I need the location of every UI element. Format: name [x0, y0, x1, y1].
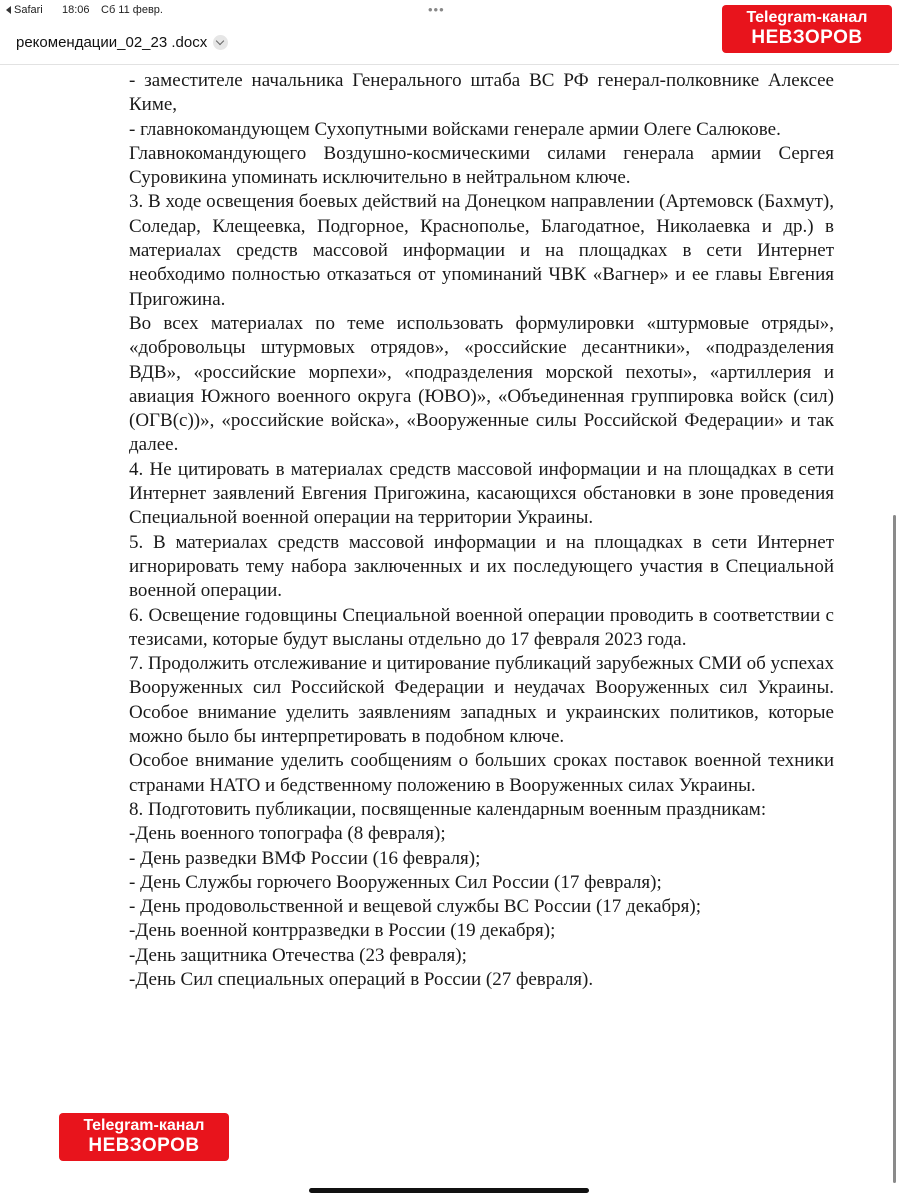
paragraph: 5. В материалах средств массовой информации и на площадках в сети Интернет игнорировать тему набора заключенных и их последующего участия в Специальной военной операции. [129, 531, 834, 602]
multitask-dots-icon[interactable]: ••• [428, 2, 445, 17]
list-item: - День Службы горючего Вооруженных Сил России (17 февраля); [129, 871, 662, 893]
list-item: - День разведки ВМФ России (16 февраля); [129, 847, 481, 869]
chevron-down-icon[interactable] [213, 35, 228, 50]
list-item: -День военного топографа (8 февраля); [129, 823, 446, 845]
watermark-line2: НЕВЗОРОВ [751, 27, 863, 48]
status-date: Сб 11 февр. [101, 4, 163, 16]
paragraph: 7. Продолжить отслеживание и цитирование публикаций зарубежных СМИ об успехах Вооруженных сил Российской Федерации и неудачах Вооруженных сил Украины. Особое внимание уделить заявлениям западных и украинских политиков, которые можно было бы интерпретировать в подобном ключе. [129, 653, 834, 748]
list-item: -День военной контрразведки в России (19 декабря); [129, 920, 556, 942]
document-body [129, 69, 834, 992]
paragraph: 6. Освещение годовщины Специальной военной операции проводить в соответствии с тезисами, которые будут высланы отдельно до 17 февраля 2023 года. [129, 604, 834, 650]
status-time: 18:06 [62, 4, 90, 16]
list-item: - День продовольственной и вещевой службы ВС России (17 декабря); [129, 896, 702, 918]
watermark-line2: НЕВЗОРОВ [88, 1135, 200, 1156]
paragraph: Главнокомандующего Воздушно-космическими силами генерала армии Сергея Суровикина упоминать исключительно в нейтральном ключе. [129, 142, 834, 189]
back-arrow-icon [6, 6, 11, 14]
document-title: рекомендации_02_23 .docx [16, 34, 208, 51]
document-title-button[interactable] [16, 34, 228, 51]
paragraph: - главнокомандующем Сухопутными войсками генерале армии Олеге Салюкове. [129, 118, 781, 140]
watermark-line1: Telegram-канал [83, 1117, 205, 1134]
back-app-label: Safari [14, 4, 43, 16]
paragraph: Особое внимание уделить сообщениям о больших сроках поставок военной техники странами НАТО и бедственному положению в Вооруженных силах Украины. [129, 750, 834, 796]
watermark-line1: Telegram-канал [746, 9, 868, 26]
paragraph: 3. В ходе освещения боевых действий на Донецком направлении (Артемовск (Бахмут), Соледар, Клещеевка, Подгорное, Краснополье, Благодатное, Николаевка и др.) в материалах средств массовой информации и на площадках в сети Интернет необходимо полностью отказаться от упоминаний ЧВК «Вагнер» и ее главы Евгения Пригожина. [129, 191, 834, 310]
paragraph: - заместителе начальника Генерального штаба ВС РФ генерал-полковнике Алексее Киме, [129, 70, 834, 116]
paragraph: 4. Не цитировать в материалах средств массовой информации и на площадках в сети Интернет заявлений Евгения Пригожина, касающихся обстановки в зоне проведения Специальной военной операции на территории Украины. [129, 458, 834, 529]
telegram-watermark-top [722, 5, 892, 53]
paragraph: 8. Подготовить публикации, посвященные календарным военным праздникам: [129, 798, 767, 820]
telegram-watermark-bottom [59, 1113, 229, 1161]
vertical-scrollbar[interactable] [893, 515, 896, 1183]
list-item: -День защитника Отечества (23 февраля); [129, 944, 467, 966]
list-item: -День Сил специальных операций в России (27 февраля). [129, 968, 594, 990]
paragraph: Во всех материалах по теме использовать формулировки «штурмовые отряды», «добровольцы штурмовых отрядов», «российские десантники», «подразделения ВДВ», «российские морпехи», «подразделения морской пехоты», «артиллерия и авиация Южного военного округа (ЮВО)», «Объединенная группировка войск (сил) (ОГВ(с))», «российские войска», «Вооруженные силы Российской Федерации» и так далее. [129, 312, 834, 456]
home-indicator[interactable] [309, 1188, 589, 1193]
back-to-app-button[interactable] [6, 4, 43, 16]
